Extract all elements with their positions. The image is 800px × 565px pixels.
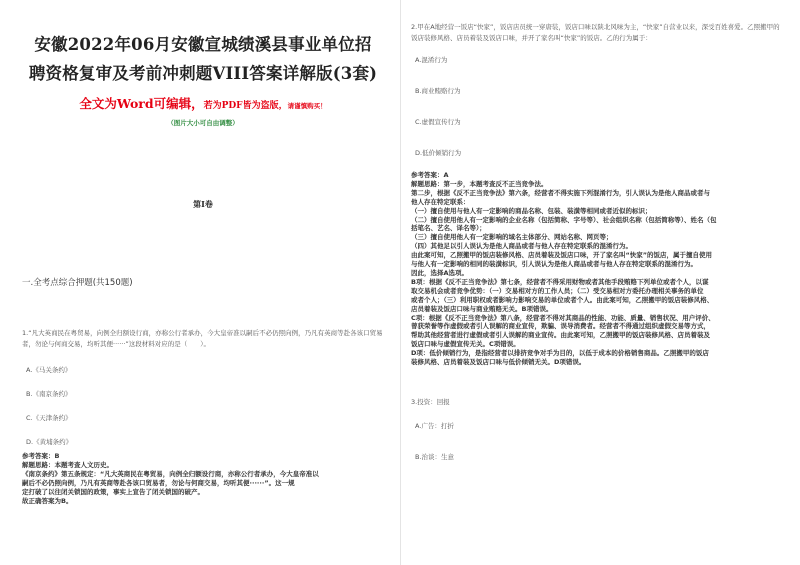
question-2-option-b: B.商业贿赂行为: [415, 87, 461, 95]
question-2-stem: 2.甲在A地经营一饭店“快家”，饭店店员统一穿唐装，饭店口味以陕北风味为主，“快家”自营业以来，深受百姓喜爱。乙照搬甲的饭店装修风格、店员着装及饭店口味，并开了家名叫“快家”的饭店。乙的行为属于：: [411, 23, 780, 42]
question-2-answer-line: 括笔名、艺名、译名等）；: [411, 224, 486, 233]
question-1-answer-line: 《南京条约》第五条规定：“凡大英商民在粤贸易，向例全归额设行商，亦称公行者承办，今大皇帝准以: [22, 470, 319, 478]
question-2-answer-line: （四）其他足以引人误认为是他人商品或者与他人存在特定联系的混淆行为。: [411, 242, 632, 251]
question-1-option-b: B.《南京条约》: [26, 390, 72, 398]
question-2-answer-line: 解题思路：第一步，本题考查反不正当竞争法。: [411, 179, 548, 188]
question-2-answer-line: （一）擅自使用与他人有一定影响的商品名称、包装、装潢等相同或者近似的标识；: [411, 206, 652, 215]
question-3-option-b: B.治谈：生意: [415, 453, 455, 462]
promo-pdf-warning: 若为PDF皆为盗版，: [203, 101, 288, 111]
question-1-answer-line: 定打破了以往闭关锁国的政策，事实上宣告了闭关锁国的破产。: [22, 488, 204, 496]
question-1-answer-line: 解题思路：本题考查人文历史。: [22, 461, 113, 469]
question-2-answer-line: （二）擅自使用他人有一定影响的企业名称（包括简称、字号等）、社会组织名称（包括简称等）、姓名（包: [411, 215, 717, 224]
question-2-answer-line: 由此案可知，乙照搬甲的饭店装修风格、店员着装及饭店口味，开了家名叫“快家”的饭店，属于擅自使用: [411, 251, 713, 260]
volume-label: 第I卷: [193, 199, 213, 209]
question-3-stem: 3.投资：回报: [411, 397, 450, 406]
question-2-answer-line: 或者个人；（三）利用职权或者影响力影响交易的单位或者个人。由此案可知，乙照搬甲的饭店装修风格、: [411, 295, 714, 304]
question-2-answer-line: 参考答案：A: [411, 171, 449, 179]
question-2-answer-line: 取交易机会或者竞争优势：（一）交易相对方的工作人员；（二）受交易相对方委托办理相关事务的单位: [411, 286, 704, 295]
question-1-answer-line: 参考答案：B: [22, 452, 60, 460]
question-3-option-a: A.广告：打折: [415, 422, 454, 431]
question-1-answer-line: 故正确答案为B。: [22, 497, 73, 505]
question-1-answer-line: 嗣后不必仍照向例，乃凡有英商等赴各该口贸易者，勿论与何商交易，均听其便······”。这一规: [22, 479, 295, 487]
question-2-answer-line: D项：低价倾销行为，是指经营者以排挤竞争对手为目的，以低于成本的价格销售商品。乙照搬甲的饭店: [411, 349, 709, 358]
question-2-answer-line: 因此，选择A选项。: [411, 268, 469, 277]
right-page: [400, 0, 800, 565]
promo-caution: 请谨慎购买！: [287, 102, 327, 110]
question-2-answer-line: 曾获荣誉等作虚假或者引人误解的商业宣传，欺骗、误导消费者。经营者不得通过组织虚假交易等方式，: [411, 322, 710, 331]
question-2-answer-line: 店员着装及饭店口味与商业贿赂无关。B项错误。: [411, 304, 553, 313]
question-2-answer-line: B项：根据《反不正当竞争法》第七条，经营者不得采用财物或者其他手段贿赂下列单位或者个人，以谋: [411, 277, 709, 286]
question-2-answer-line: 帮助其他经营者进行虚假或者引人误解的商业宣传。由此案可知，乙照搬甲的饭店装修风格、店员着装及: [411, 331, 710, 340]
question-1-stem: 1.“凡大英商民在粤贸易，向例全归额设行商，亦称公行者承办，今大皇帝准以嗣后不必仍照向例，乃凡有英商等赴各该口贸易者，勿论与何商交易，均听其便······”这段材料对应的是（ ）。: [22, 329, 383, 348]
question-2-answer-line: 第二步，根据《反不正当竞争法》第六条，经营者不得实施下列混淆行为，引人误认为是他人商品或者与: [411, 188, 710, 197]
question-2-answer-line: 他人存在特定联系：: [411, 197, 470, 206]
question-2-answer-line: 与他人有一定影响的相同的装潢标识，引人误认为是他人商品或者与他人存在特定联系的混淆行为。: [411, 260, 697, 269]
image-size-note: （图片大小可自由调整）: [167, 119, 239, 127]
question-1-option-c: C.《天津条约》: [26, 414, 72, 422]
question-2-answer-line: 饭店口味与虚假宣传无关。C项错误。: [411, 340, 520, 349]
promo-word-editable: 全文为Word可编辑，: [79, 96, 204, 111]
question-2-option-c: C.虚假宣传行为: [415, 118, 461, 126]
question-1-option-d: D.《黄埔条约》: [26, 438, 73, 446]
question-1-option-a: A.《马关条约》: [26, 366, 72, 374]
question-2-option-a: A.混淆行为: [415, 56, 448, 64]
document-title: [22, 30, 384, 88]
question-2-answer-line: 装修风格、店员着装及饭店口味与低价倾销无关。D项错误。: [411, 358, 586, 367]
title-line-1: 安徽2022年06月安徽宣城绩溪县事业单位招: [34, 35, 372, 54]
promo-line: [22, 93, 384, 112]
question-2-answer: [411, 171, 780, 367]
title-line-2: 聘资格复审及考前冲刺题VIII答案详解版(3套): [28, 64, 378, 83]
question-2-option-d: D.低价倾销行为: [415, 149, 462, 157]
section-heading: 一.全考点综合押题(共150题): [22, 278, 133, 288]
question-2-answer-line: C项：根据《反不正当竞争法》第八条，经营者不得对其商品的性能、功能、质量、销售状况、用户评价、: [411, 313, 715, 322]
question-2-answer-line: （三）擅自使用他人有一定影响的域名主体部分、网站名称、网页等；: [411, 233, 613, 242]
